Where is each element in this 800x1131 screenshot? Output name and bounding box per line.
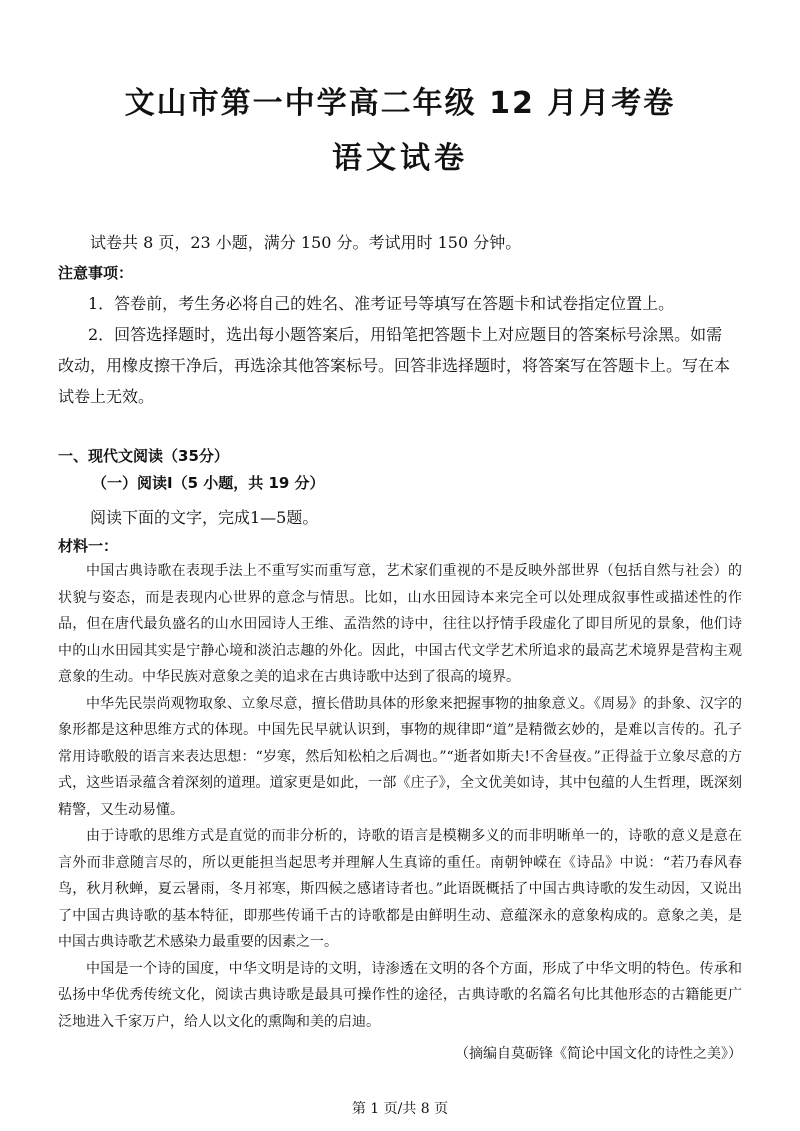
material-label: 材料一： (58, 537, 119, 555)
exam-title: 文山市第一中学高二年级 12 月月考卷 (124, 86, 676, 121)
exam-subtitle: 语文试卷 (332, 141, 468, 176)
passage-paragraph: 中华先民崇尚观物取象、立象尽意，擅长借助具体的形象来把握事物的抽象意义。《周易》的卦象、汉字的象形都是这种思维方式的体现。中国先民早就认识到，事物的规律即“道”是精微玄妙的，是难以言传的。孔子常用诗歌般的语言来表达思想：“岁寒，然后知松柏之后凋也。”“逝者如斯夫!不舍昼夜。”正得益于立象尽意的方式，这些语录蕴含着深刻的道理。道家更是如此，一部《庄子》，全文优美如诗，其中包蕴的人生哲理，既深刻精警，又生动易懂。 (58, 695, 742, 818)
exam-intro: 试卷共 8 页，23 小题，满分 150 分。考试用时 150 分钟。 (90, 233, 522, 252)
subsection-heading: （一）阅读Ⅰ（5 小题，共 19 分） (92, 474, 325, 492)
passage-body (58, 558, 742, 1035)
notice-item: 2．回答选择题时，选出每小题答案后，用铅笔把答题卡上对应题目的答案标号涂黑。如需 改动，用橡皮擦干净后，再选涂其他答案标号。回答非选择题时，将答案写在答题卡上。写在本试卷上无效。 (58, 325, 731, 406)
passage-source: （摘编自莫砺锋《简论中国文化的诗性之美》） (455, 1046, 742, 1062)
passage-paragraph: 中国是一个诗的国度，中华文明是诗的文明，诗渗透在文明的各个方面，形成了中华文明的特色。传承和弘扬中华优秀传统文化，阅读古典诗歌是最具可操作性的途径，古典诗歌的名篇名句比其他形态的古籍能更广泛地进入千家万户，给人以文化的熏陶和美的启迪。 (58, 960, 742, 1030)
passage-paragraph: 由于诗歌的思维方式是直觉的而非分析的，诗歌的语言是模糊多义的而非明晰单一的，诗歌的意义是意在言外而非意随言尽的，所以更能担当起思考并理解人生真谛的重任。南朝钟嵘在《诗品》中说：“若乃春风春鸟，秋月秋蝉，夏云暑雨，冬月祁寒，斯四候之感诸诗者也。”此语既概括了中国古典诗歌的发生动因，又说出了中国古典诗歌的基本特征，即那些传诵千古的诗歌都是由鲜明生动、意蕴深永的意象构成的。意象之美，是中国古典诗歌艺术感染力最重要的因素之一。 (58, 828, 742, 950)
notice-item: 1．答卷前，考生务必将自己的姓名、准考证号等填写在答题卡和试卷指定位置上。 (88, 294, 675, 313)
passage-paragraph: 中国古典诗歌在表现手法上不重写实而重写意，艺术家们重视的不是反映外部世界（包括自然与社会）的状貌与姿态，而是表现内心世界的意念与情思。比如，山水田园诗本来完全可以处理成叙事性或描述性的作品，但在唐代最负盛名的山水田园诗人王维、孟浩然的诗中，往往以抒情手段虚化了即目所见的景象，他们诗中的山水田园其实是宁静心境和淡泊志趣的外化。因此，中国古代文学艺术所追求的最高艺术境界是营构主观意象的生动。中华民族对意象之美的追求在古典诗歌中达到了很高的境界。 (58, 563, 742, 685)
page-number: 第 1 页/共 8 页 (351, 1101, 449, 1117)
section-heading: 一、现代文阅读（35分） (58, 447, 229, 465)
notice-heading: 注意事项： (58, 264, 134, 282)
reading-instruction: 阅读下面的文字，完成1—5题。 (90, 508, 319, 527)
